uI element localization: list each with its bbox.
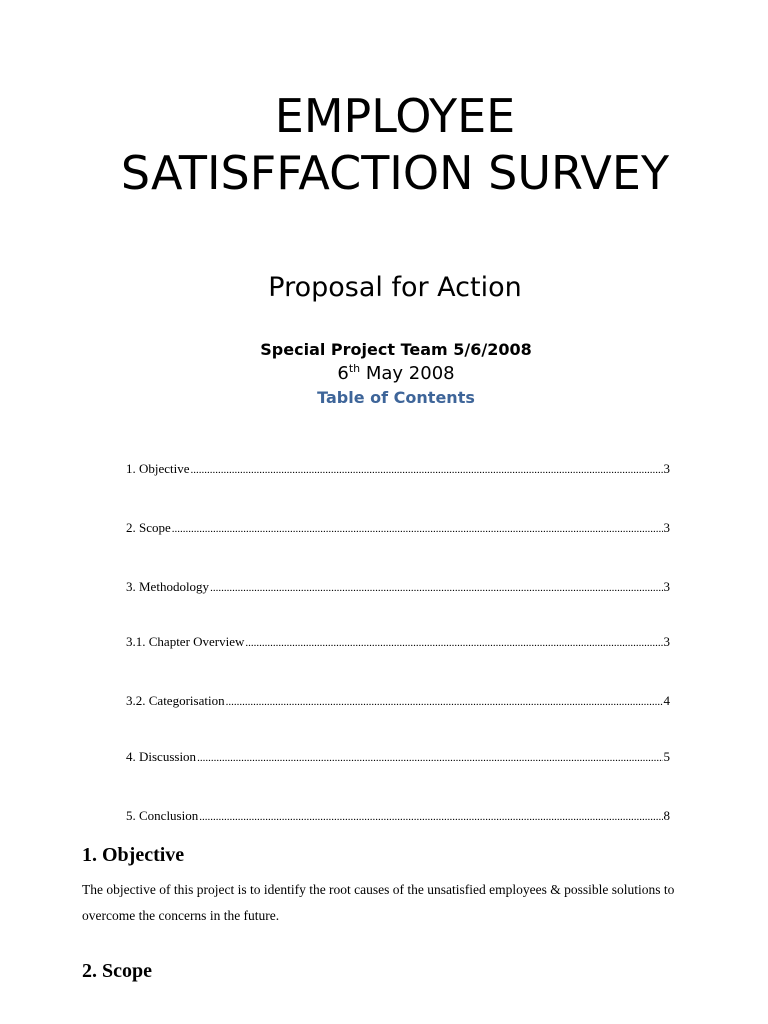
- toc-entry-methodology[interactable]: [126, 579, 670, 596]
- toc-entry-page: 3: [663, 461, 670, 476]
- document-subtitle: Proposal for Action: [268, 272, 522, 303]
- toc-leader-dots: [245, 634, 662, 651]
- document-date: [0, 363, 768, 384]
- toc-entry-page: 3: [663, 634, 670, 649]
- toc-entry-label: 3. Methodology: [126, 579, 210, 594]
- toc-leader-dots: [210, 579, 662, 596]
- toc-entry-label: 3.1. Chapter Overview: [126, 634, 245, 649]
- toc-entry-page: 5: [663, 749, 670, 764]
- toc-entry-scope[interactable]: [126, 520, 670, 537]
- toc-entry-label: 2. Scope: [126, 520, 171, 535]
- title-line-2: SATISFFACTION SURVEY: [120, 146, 670, 200]
- toc-entry-label: 3.2. Categorisation: [126, 693, 225, 708]
- toc-entry-objective[interactable]: [126, 461, 670, 478]
- objective-paragraph: The objective of this project is to identify the root causes of the unsatisfied employees & possible solutions to overcome the concerns in the future.: [82, 882, 675, 923]
- toc-entry-discussion[interactable]: [126, 749, 670, 766]
- document-title: [0, 88, 768, 202]
- toc-entry-page: 8: [663, 808, 670, 823]
- toc-entry-page: 3: [663, 579, 670, 594]
- toc-leader-dots: [226, 693, 663, 710]
- toc-leader-dots: [197, 749, 662, 766]
- date-day: 6: [337, 363, 349, 384]
- toc-leader-dots: [199, 808, 662, 825]
- toc-leader-dots: [191, 461, 663, 478]
- team-line: Special Project Team 5/6/2008: [260, 340, 532, 359]
- toc-entry-chapter-overview[interactable]: [126, 634, 670, 651]
- date-suffix: th: [348, 362, 361, 375]
- toc-entry-page: 3: [663, 520, 670, 535]
- date-rest: May 2008: [360, 363, 455, 384]
- toc-entry-categorisation[interactable]: [126, 693, 670, 710]
- toc-entry-label: 5. Conclusion: [126, 808, 199, 823]
- toc-heading: Table of Contents: [317, 388, 475, 407]
- objective-heading: 1. Objective: [82, 844, 185, 866]
- scope-heading: 2. Scope: [82, 960, 152, 982]
- toc-entry-conclusion[interactable]: [126, 808, 670, 825]
- toc-entry-label: 1. Objective: [126, 461, 190, 476]
- toc-entry-label: 4. Discussion: [126, 749, 197, 764]
- toc-leader-dots: [172, 520, 663, 537]
- toc-entry-page: 4: [663, 693, 670, 708]
- title-line-1: EMPLOYEE: [274, 89, 516, 143]
